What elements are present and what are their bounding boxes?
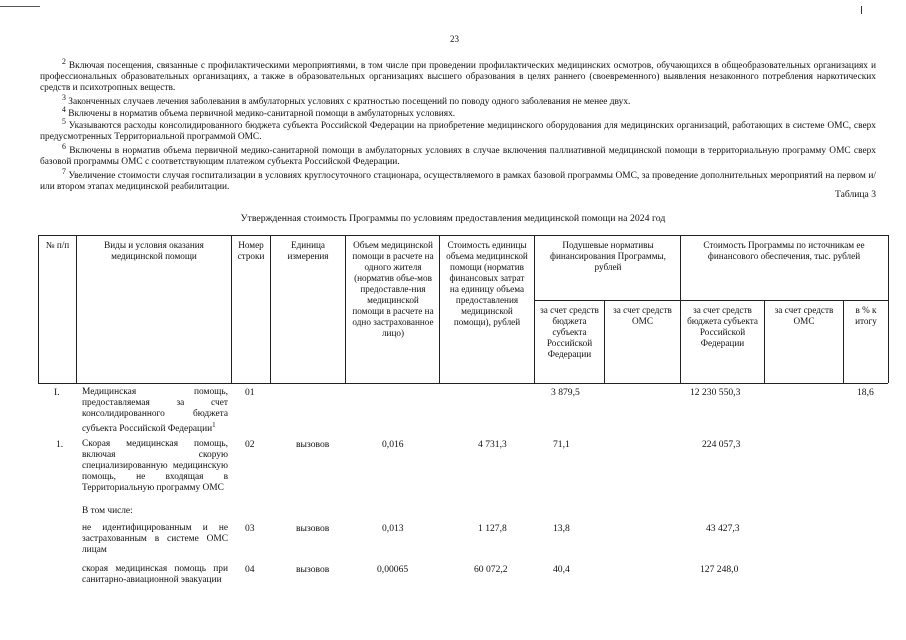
row-unit: вызовов: [296, 439, 330, 450]
row-volume: 0,016: [382, 439, 404, 450]
footnote: $^5$ Указываются расходы консолидированного бюджета субъекта Российской Федерации на приобретение медицинского оборудования для медицинских организаций, работающих в системе ОМС, сверх предусмотренных Территориальной программой ОМС.: [40, 117, 876, 143]
header-row-no: Номер строки: [237, 240, 265, 261]
row-line: 04: [245, 564, 255, 575]
header-percapita-budget: за счет средств бюджета субъекта Российской Федерации: [540, 305, 599, 359]
row-name: Скорая медицинская помощь, включая скорую специализированную медицинскую помощь, не входящая в Территориальную программу ОМС: [82, 439, 228, 493]
row-unit: вызовов: [296, 564, 330, 575]
header-percapita: Подушевые нормативы финансирования Программы, рублей: [550, 240, 666, 272]
header-percapita-oms: за счет средств ОМС: [613, 305, 672, 326]
page-number: 23: [450, 34, 459, 44]
row-cost: 60 072,2: [474, 564, 508, 575]
row-line: 02: [245, 439, 255, 450]
footnote: $^3$ Законченных случаев лечения заболевания в амбулаторных условиях с кратностью посещений по поводу одного заболевания не менее двух.: [62, 93, 631, 108]
header-volume: Объем медицинской помощи в расчете на одного жителя (норматив объе-мов предоставле-ния медицинской помощи в расчете на одно застрахованное лицо): [352, 240, 434, 338]
row-pg-budget: 127 248,0: [700, 564, 739, 575]
scan-edge-mark: [0, 6, 40, 7]
footnote: $^4$ Включены в норматив объема первичной медико-санитарной помощи в амбулаторных условиях.: [62, 105, 456, 120]
row-pc-budget: 3 879,5: [551, 387, 580, 398]
header-program-budget: за счет средств бюджета субъекта Российской Федерации: [687, 305, 758, 348]
row-volume: 0,013: [382, 523, 404, 534]
row-name: скорая медицинская помощь при санитарно-авиационной эвакуации: [82, 564, 228, 585]
table-label: Таблица 3: [834, 189, 876, 200]
header-unit: Единица измерения: [287, 240, 329, 261]
row-pc-budget: 71,1: [553, 439, 570, 450]
row-num: 1.: [56, 439, 64, 450]
row-line: 03: [245, 523, 255, 534]
row-num: I.: [54, 387, 60, 398]
row-volume: 0,00065: [377, 564, 409, 575]
header-kind: Виды и условия оказания медицинской помощи: [104, 240, 204, 261]
row-cost: 4 731,3: [478, 439, 507, 450]
row-pc-budget: 40,4: [553, 564, 570, 575]
row-pc-budget: 13,8: [553, 523, 570, 534]
row-cost: 1 127,8: [478, 523, 507, 534]
subheading: В том числе:: [82, 506, 133, 516]
header-program-pct: в % к итогу: [855, 305, 877, 326]
header-program-oms: за счет средств ОМС: [774, 305, 834, 326]
header-cost: Стоимость единицы объема медицинской помощи (норматив финансовых затрат на единицу объема предоставления медицинской помощи), рублей: [446, 240, 528, 327]
row-unit: вызовов: [296, 523, 330, 534]
footnote: $^6$ Включены в норматив объема первичной медико-санитарной помощи в амбулаторных условиях в случае включения паллиативной медицинской помощи в территориальную программу ОМС сверх базовой программы ОМС с соответствующим платежом субъекта Российской Федерации.: [40, 142, 876, 168]
header-program-cost: Стоимость Программы по источникам ее финансового обеспечения, тыс. рублей: [703, 240, 865, 261]
row-line: 01: [245, 387, 255, 398]
row-pg-budget: 43 427,3: [706, 523, 740, 534]
footnote: $^7$ Увеличение стоимости случая госпитализации в условиях круглосуточного стационара, осуществляемого в рамках базовой программы ОМС, за проведение дополнительных мероприятий на первом и/или втором этапах медицинской реабилитации.: [40, 167, 876, 193]
table-title: Утвержденная стоимость Программы по условиям предоставления медицинской помощи на 2024 год: [240, 213, 666, 224]
row-name: Медицинская помощь, предоставляемая за счет консолидированного бюджета субъекта Российской Федерации$^1$: [82, 387, 228, 435]
row-name: не идентифицированным и не застрахованным в системе ОМС лицам: [82, 523, 228, 555]
header-num: № п/п: [45, 240, 70, 250]
row-pg-budget: 224 057,3: [702, 439, 741, 450]
footnote: $^2$ Включая посещения, связанные с профилактическими мероприятиями, в том числе при проведении профилактических медицинских осмотров, обучающихся в общеобразовательных организациях и профессиональных образовательных организациях, а также в образовательных организациях высшего образования в целях раннего (своевременного) выявления незаконного потребления наркотических средств и психотропных веществ.: [40, 57, 876, 94]
row-pg-budget: 12 230 550,3: [690, 387, 741, 398]
scan-edge-mark: [861, 6, 866, 14]
row-pct: 18,6: [857, 387, 874, 398]
